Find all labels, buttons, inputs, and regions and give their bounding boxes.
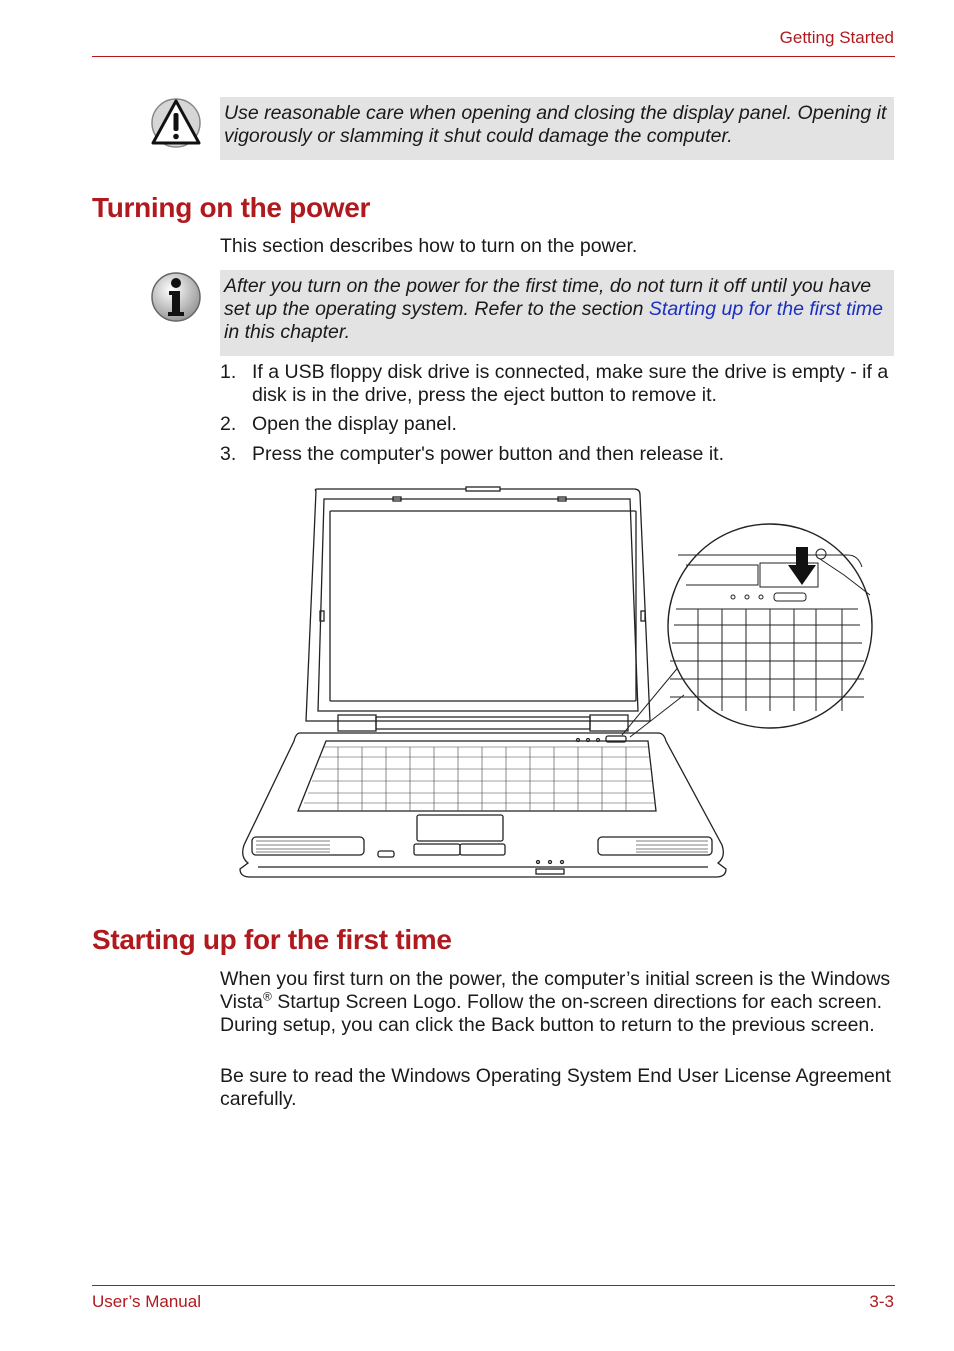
step-text: If a USB floppy disk drive is connected, make sure the drive is empty - if a disk is in the drive, press the eject button to remove it. xyxy=(252,361,889,406)
warning-triangle-icon xyxy=(150,96,202,150)
section-intro: This section describes how to turn on the power. xyxy=(220,235,638,257)
caution-note xyxy=(220,97,894,160)
section-title-power: Turning on the power xyxy=(92,192,371,223)
step-number: 2. xyxy=(220,413,237,435)
info-text-after: in this chapter. xyxy=(224,321,351,343)
section-title-first-startup: Starting up for the first time xyxy=(92,924,452,955)
running-header: Getting Started xyxy=(779,28,894,47)
eula-paragraph: Be sure to read the Windows Operating System End User License Agreement carefully. xyxy=(220,1065,891,1110)
registered-mark: ® xyxy=(263,989,272,1004)
info-icon xyxy=(150,270,202,324)
footer-manual-title: User’s Manual xyxy=(92,1292,201,1311)
caution-text: Use reasonable care when opening and closing the display panel. Opening it vigorously or slamming it shut could damage the computer. xyxy=(224,102,887,147)
header-rule xyxy=(92,56,895,57)
footer-rule xyxy=(92,1285,895,1286)
page-number: 3-3 xyxy=(869,1292,894,1311)
step-number: 3. xyxy=(220,443,237,465)
cross-reference-link[interactable]: Starting up for the first time xyxy=(648,298,884,320)
step-text: Press the computer's power button and then release it. xyxy=(252,443,724,465)
info-note xyxy=(220,270,894,356)
startup-text-before: When you first turn on the power, the computer’s initial screen is the Windows Vista xyxy=(220,968,891,1013)
step-number: 1. xyxy=(220,361,237,383)
info-text-before: After you turn on the power for the first time, do not turn it off until you have set up the operating system. Refer to the section xyxy=(224,275,872,320)
step-text: Open the display panel. xyxy=(252,413,457,435)
startup-paragraph xyxy=(220,968,895,1037)
laptop-power-button-illustration xyxy=(238,485,878,885)
startup-text-after: Startup Screen Logo. Follow the on-screen directions for each screen. During setup, you can click the Back button to return to the previous screen. xyxy=(220,991,883,1036)
